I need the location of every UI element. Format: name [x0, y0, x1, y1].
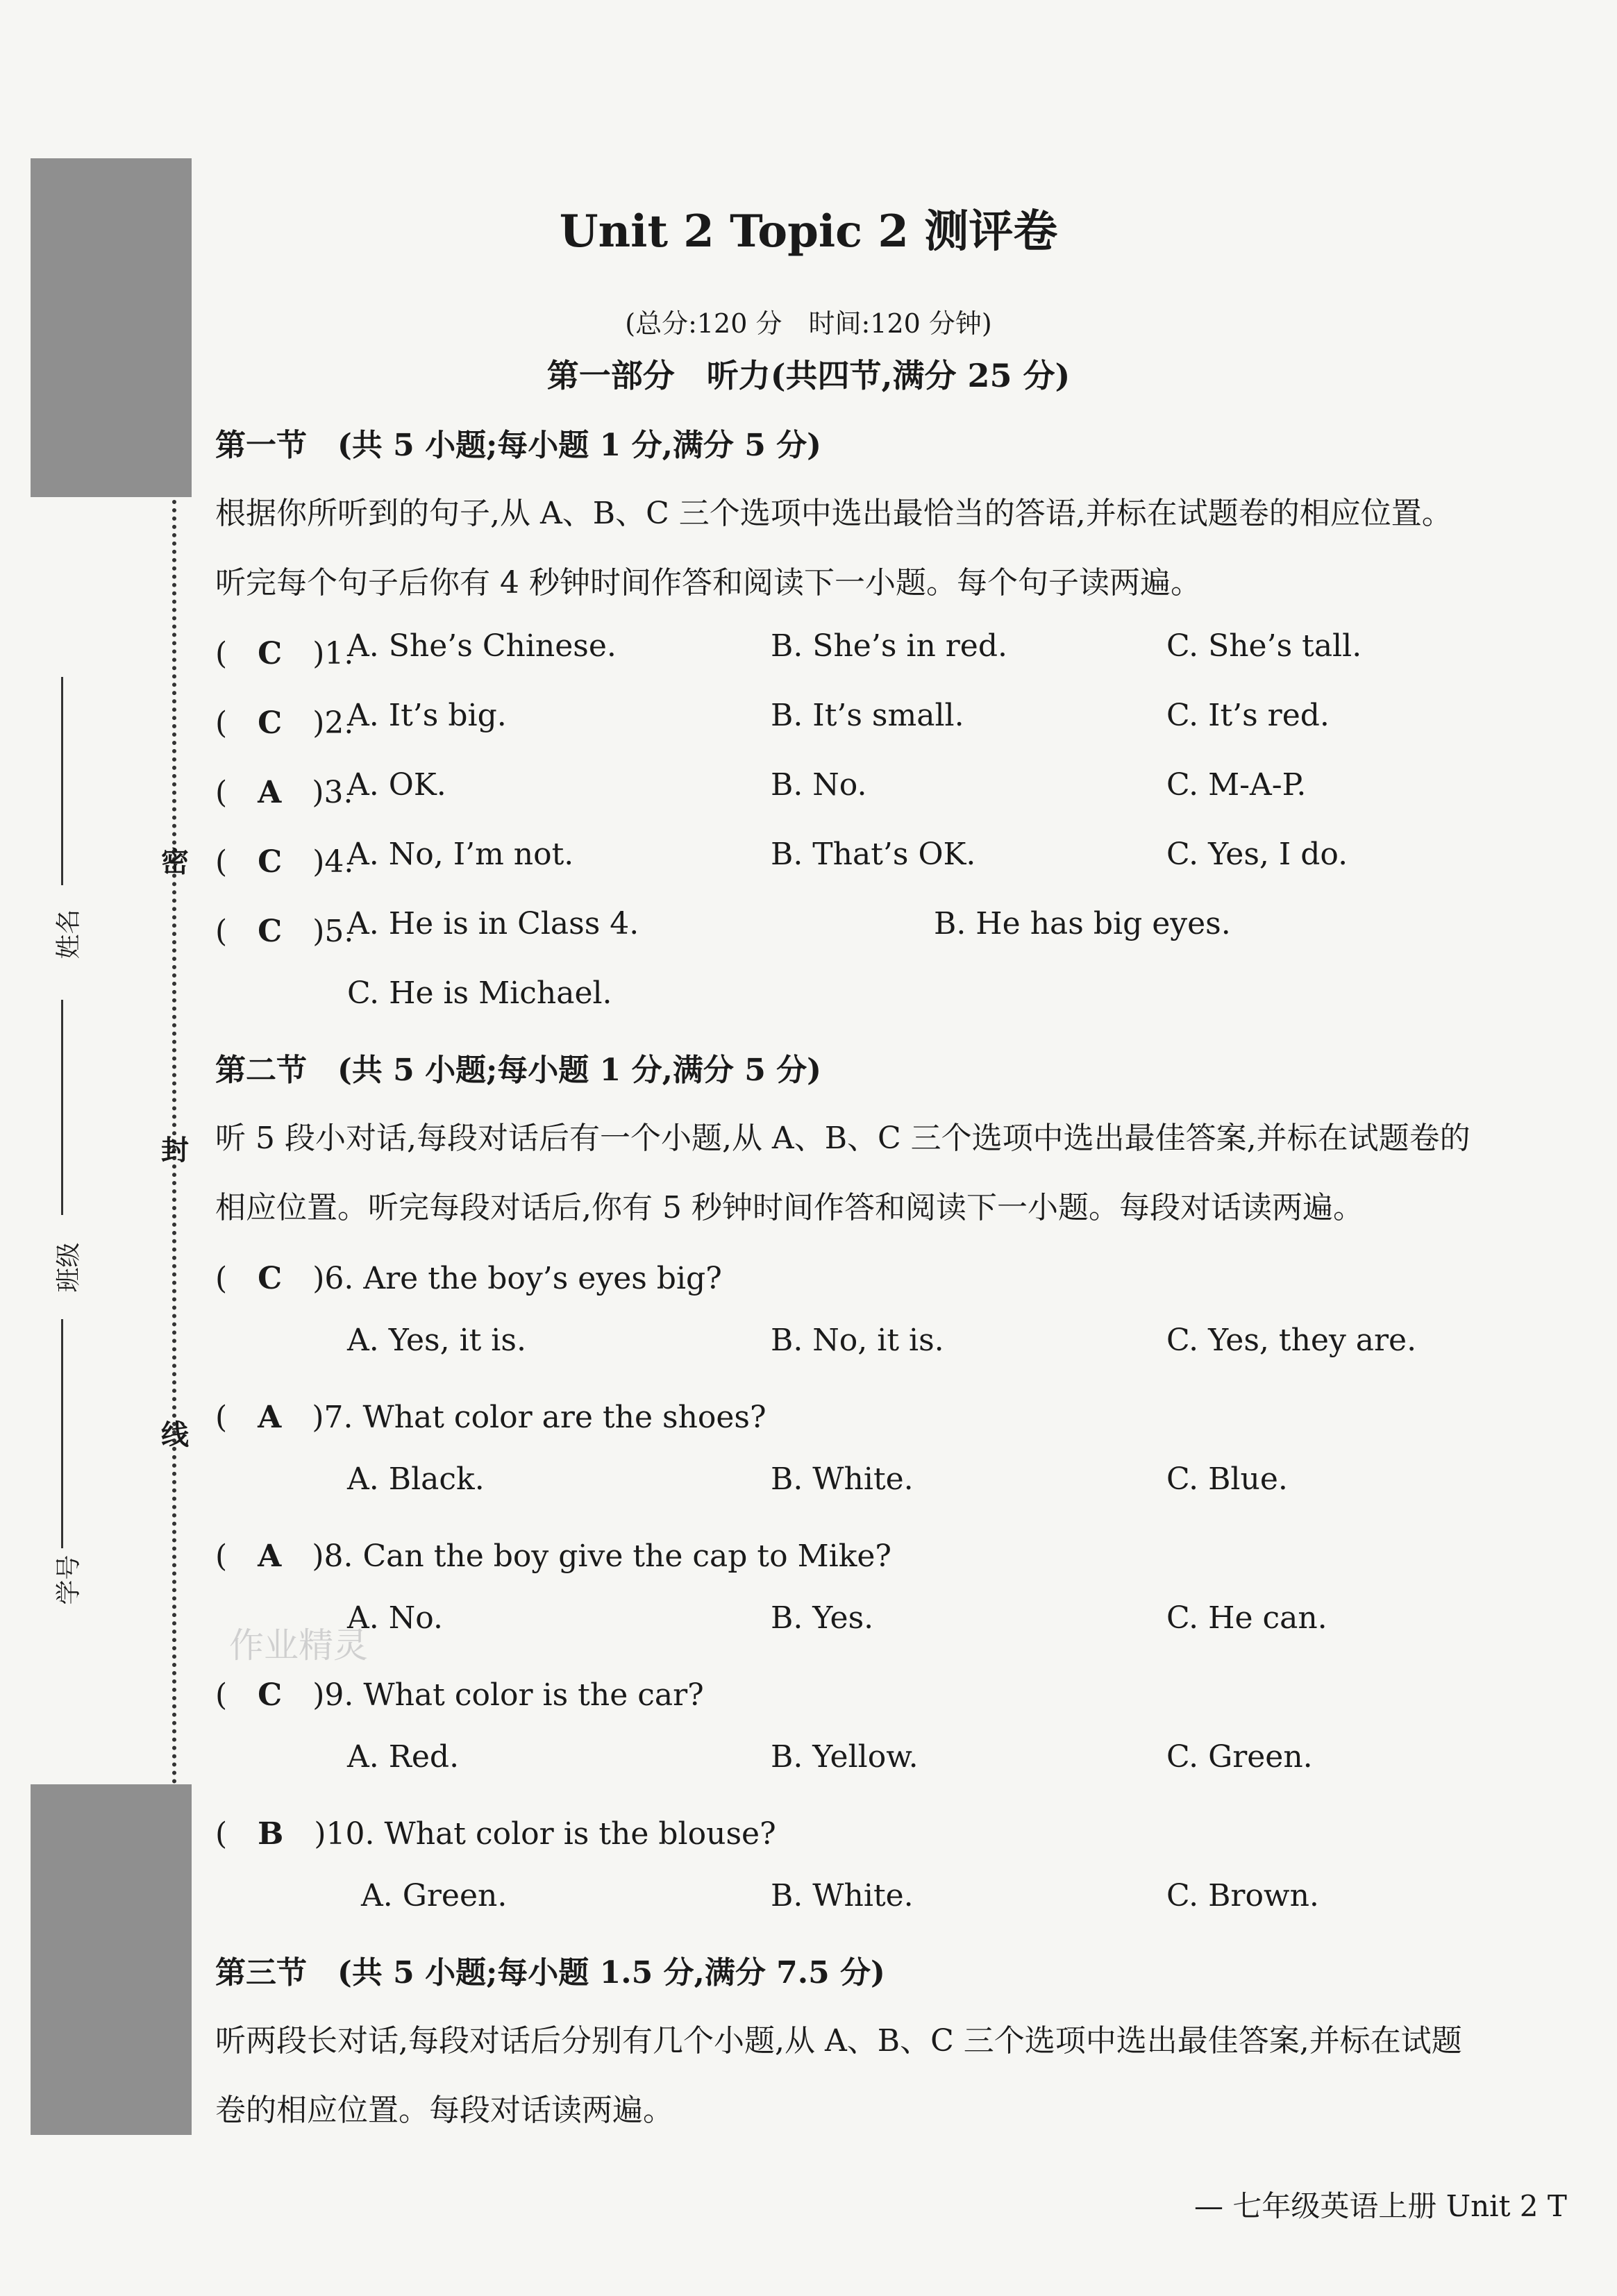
- q1-option-b: B. She’s in red.: [771, 628, 1007, 664]
- answer: A: [258, 775, 282, 810]
- q10-option-a: A. Green.: [361, 1878, 508, 1913]
- q1-option-a: A. She’s Chinese.: [347, 628, 617, 664]
- q5-option-a: A. He is in Class 4.: [347, 906, 639, 941]
- q10-option-c: C. Brown.: [1166, 1878, 1319, 1913]
- answer: C: [258, 636, 283, 671]
- binding-gray-block-bottom: [31, 1784, 192, 2135]
- name-blank-line: [61, 677, 63, 885]
- q8-option-b: B. Yes.: [771, 1600, 874, 1636]
- watermark: 作业精灵: [229, 1625, 368, 1666]
- q5-option-c: C. He is Michael.: [347, 975, 612, 1011]
- q1-option-c: C. She’s tall.: [1166, 628, 1362, 664]
- part1-title: 第一部分 听力(共四节,满分 25 分): [546, 357, 1071, 394]
- answer: C: [258, 844, 283, 880]
- q4-option-b: B. That’s OK.: [771, 837, 976, 872]
- q8-option-c: C. He can.: [1166, 1600, 1327, 1636]
- score-time-info: (总分:120 分 时间:120 分钟): [625, 308, 992, 339]
- q2-option-b: B. It’s small.: [771, 698, 964, 733]
- answer: C: [258, 1261, 283, 1296]
- section3-heading: 第三节 (共 5 小题;每小题 1.5 分,满分 7.5 分): [215, 1955, 885, 1991]
- question-8: ( A )8. Can the boy give the cap to Mike?: [215, 1539, 892, 1574]
- section1-heading: 第一节 (共 5 小题;每小题 1 分,满分 5 分): [215, 428, 821, 463]
- question-3: ( A )3.: [215, 775, 353, 810]
- q9-option-b: B. Yellow.: [771, 1739, 919, 1775]
- question-6: ( C )6. Are the boy’s eyes big?: [215, 1261, 722, 1296]
- number-label: 学号: [54, 1555, 83, 1605]
- question-9: ( C )9. What color is the car?: [215, 1677, 704, 1713]
- question-2: ( C )2.: [215, 705, 354, 741]
- q6-option-c: C. Yes, they are.: [1166, 1323, 1417, 1358]
- answer: C: [258, 914, 283, 949]
- q3-option-c: C. M-A-P.: [1166, 767, 1307, 803]
- q9-option-a: A. Red.: [347, 1739, 460, 1775]
- answer: A: [258, 1539, 282, 1574]
- name-label: 姓名: [54, 909, 83, 960]
- page-title: Unit 2 Topic 2 测评卷: [559, 206, 1058, 258]
- question-7: ( A )7. What color are the shoes?: [215, 1400, 766, 1435]
- question-5: ( C )5.: [215, 914, 354, 949]
- q7-option-c: C. Blue.: [1166, 1461, 1288, 1497]
- q5-option-b: B. He has big eyes.: [934, 906, 1231, 941]
- class-blank-line-1: [61, 1000, 63, 1215]
- q2-option-c: C. It’s red.: [1166, 698, 1330, 733]
- section1-instructions: 根据你所听到的句子,从 A、B、C 三个选项中选出最恰当的答语,并标在试题卷的相应位置。 听完每个句子后你有 4 秒钟时间作答和阅读下一小题。每个句子读两遍。: [215, 496, 1452, 601]
- section2-heading: 第二节 (共 5 小题;每小题 1 分,满分 5 分): [215, 1053, 821, 1088]
- class-blank-line-2: [61, 1319, 63, 1548]
- question-4: ( C )4.: [215, 844, 354, 880]
- section2-instructions: 听 5 段小对话,每段对话后有一个小题,从 A、B、C 三个选项中选出最佳答案,并标在试题卷的 相应位置。听完每段对话后,你有 5 秒钟时间作答和阅读下一小题。每段对话读两遍。: [215, 1121, 1471, 1225]
- q3-option-a: A. OK.: [347, 767, 446, 803]
- q8-option-a: A. No.: [347, 1600, 443, 1636]
- q3-option-b: B. No.: [771, 767, 867, 803]
- q6-option-b: B. No, it is.: [771, 1323, 944, 1358]
- q9-option-c: C. Green.: [1166, 1739, 1313, 1775]
- q10-option-b: B. White.: [771, 1878, 914, 1913]
- seal-char-3: 线: [161, 1418, 189, 1451]
- page-footer: — 七年级英语上册 Unit 2 T: [1194, 2189, 1567, 2223]
- answer: B: [258, 1816, 284, 1852]
- class-label: 班级: [54, 1242, 83, 1293]
- q4-option-c: C. Yes, I do.: [1166, 837, 1348, 872]
- q7-option-a: A. Black.: [347, 1461, 485, 1497]
- q6-option-a: A. Yes, it is.: [347, 1323, 526, 1358]
- q4-option-a: A. No, I’m not.: [347, 837, 574, 872]
- question-10: ( B )10. What color is the blouse?: [215, 1816, 776, 1852]
- answer: A: [258, 1400, 282, 1435]
- seal-char-1: 密: [161, 846, 189, 878]
- section3-instructions: 听两段长对话,每段对话后分别有几个小题,从 A、B、C 三个选项中选出最佳答案,并标在试题 卷的相应位置。每段对话读两遍。: [215, 2023, 1462, 2128]
- question-1: ( C )1.: [215, 636, 354, 671]
- q2-option-a: A. It’s big.: [347, 698, 507, 733]
- seal-char-2: 封: [161, 1134, 189, 1166]
- q7-option-b: B. White.: [771, 1461, 914, 1497]
- answer: C: [258, 705, 283, 741]
- answer: C: [258, 1677, 283, 1713]
